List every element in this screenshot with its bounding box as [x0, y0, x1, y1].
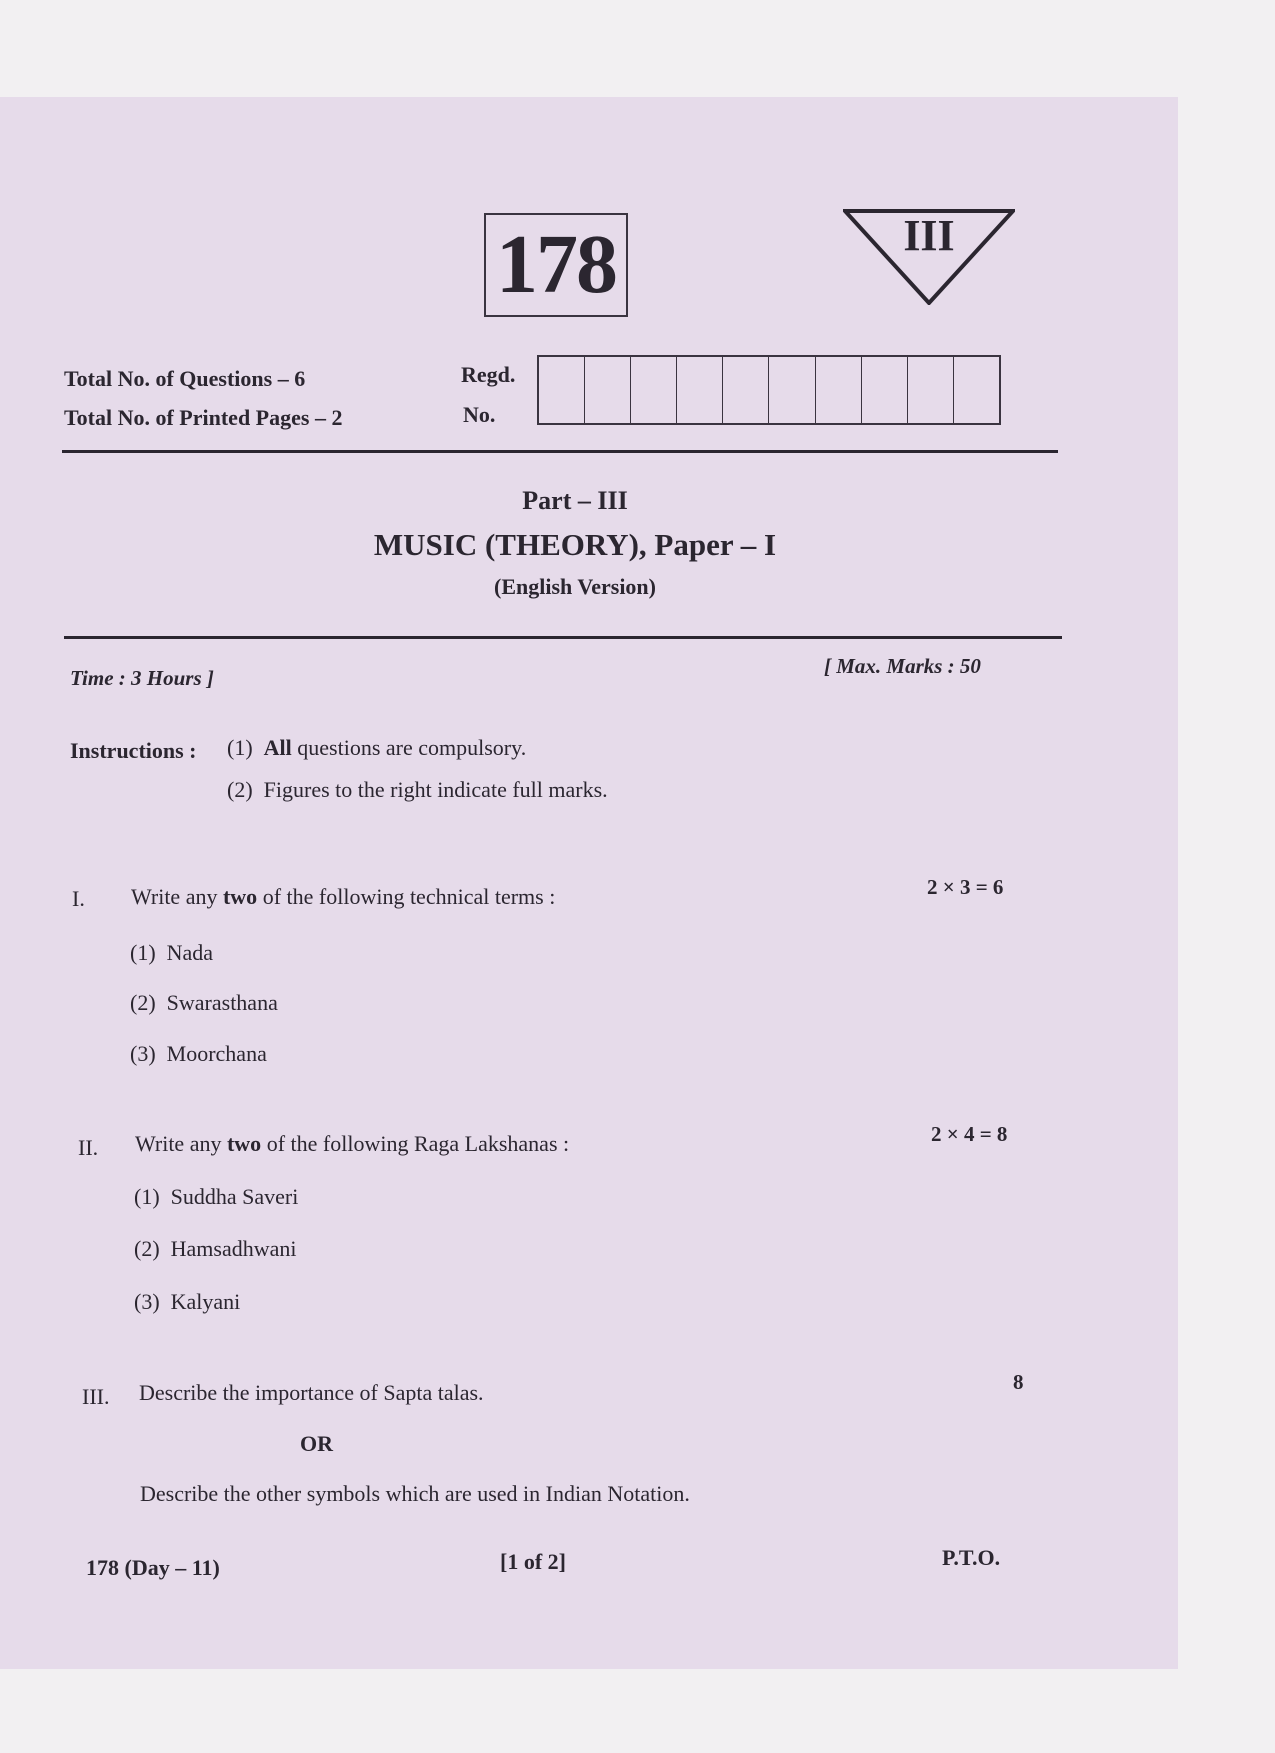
- total-pages: Total No. of Printed Pages – 2: [64, 405, 343, 430]
- question-marks: 2 × 3 = 6: [927, 875, 1004, 899]
- paper-code-box: [484, 213, 628, 317]
- page-indicator: [1 of 2]: [500, 1549, 566, 1574]
- question-number: III.: [82, 1384, 110, 1409]
- question-marks: 8: [1013, 1370, 1024, 1394]
- instructions-label: Instructions :: [70, 738, 197, 763]
- header-divider: [62, 450, 1058, 453]
- pto-label: P.T.O.: [942, 1545, 1001, 1570]
- option-item: (1) Nada: [130, 940, 214, 965]
- option-item: (2) Swarasthana: [130, 990, 278, 1015]
- alternative-question-text: Describe the other symbols which are used in Indian Notation.: [140, 1481, 690, 1506]
- version-label: (English Version): [494, 574, 656, 599]
- option-item: (3) Kalyani: [134, 1289, 241, 1314]
- part-heading: Part – III: [522, 486, 628, 515]
- registration-number-grid: [537, 355, 1001, 425]
- regd-no-label: No.: [463, 402, 496, 427]
- subject-title: MUSIC (THEORY), Paper – I: [373, 527, 777, 562]
- instruction-item: (1) All questions are compulsory.: [227, 735, 527, 760]
- option-item: (1) Suddha Saveri: [134, 1184, 299, 1209]
- footer-paper-code: 178 (Day – 11): [86, 1555, 220, 1580]
- question-text: Write any two of the following technical terms :: [131, 884, 556, 909]
- option-item: (3) Moorchana: [130, 1041, 267, 1066]
- question-text: Describe the importance of Sapta talas.: [139, 1380, 484, 1405]
- time-allowed: Time : 3 Hours ]: [70, 666, 214, 690]
- option-item: (2) Hamsadhwani: [134, 1236, 297, 1261]
- max-marks: [ Max. Marks : 50: [824, 654, 981, 678]
- question-number: I.: [72, 886, 85, 911]
- question-number: II.: [78, 1135, 99, 1160]
- instruction-item: (2) Figures to the right indicate full marks.: [227, 777, 608, 802]
- paper-code: 178: [496, 218, 616, 311]
- question-text: Write any two of the following Raga Lakshanas :: [135, 1131, 570, 1156]
- title-divider: [64, 636, 1062, 639]
- or-separator: OR: [300, 1431, 333, 1456]
- set-number: III: [903, 211, 955, 260]
- total-questions: Total No. of Questions – 6: [64, 366, 306, 391]
- question-marks: 2 × 4 = 8: [931, 1122, 1008, 1146]
- regd-label: Regd.: [461, 362, 516, 387]
